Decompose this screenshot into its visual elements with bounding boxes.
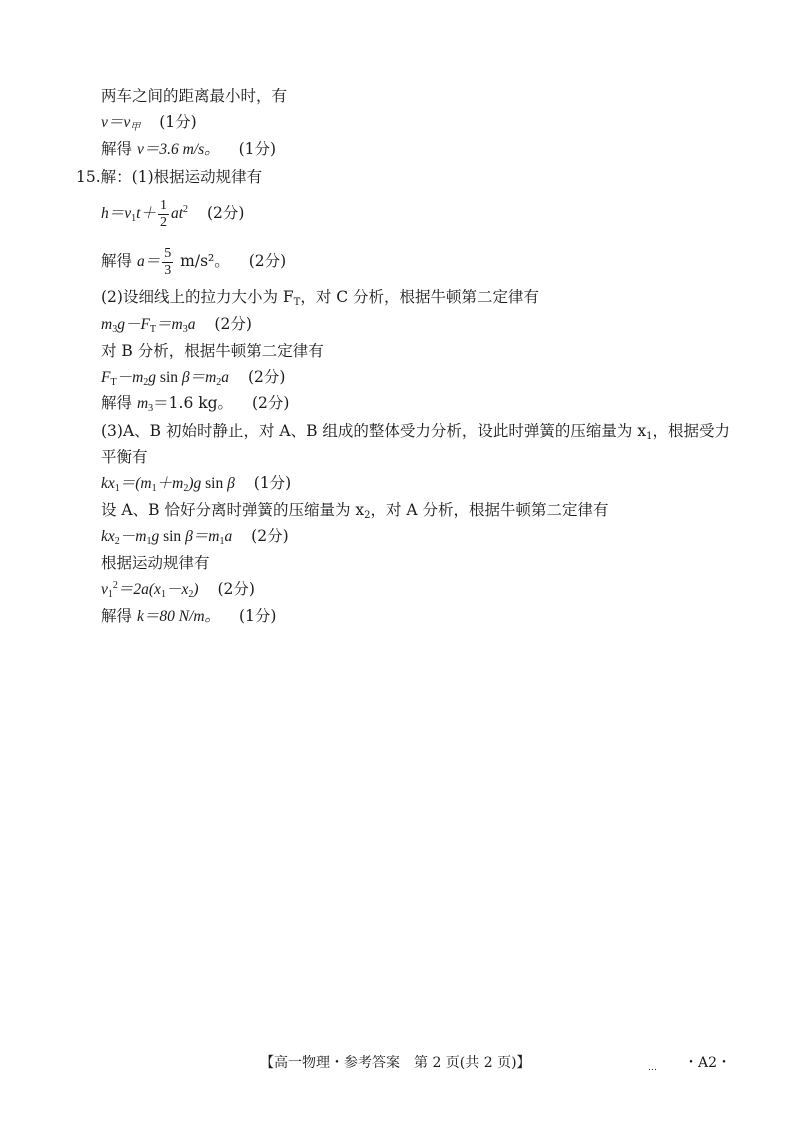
line-result-m3: 解得 $m_3=1.6$ kg。 (2分): [101, 394, 290, 414]
score-badge: (2分): [247, 368, 286, 386]
score-badge: (2分): [217, 580, 255, 598]
equation-h: $h=v_1t+$ $\frac{1}{2}$ $at^2$: [101, 197, 189, 230]
equation-v1: $v_1^2=2a(x_1-x_2)$: [101, 580, 199, 600]
question-number: 15.: [76, 168, 101, 186]
line-distance-min: 两车之间的距离最小时，有: [101, 87, 288, 105]
equation-kx1: $kx_1=(m_1+m_2)g$ sin β: [101, 475, 235, 494]
equation-v-vjia: $v=v_甲$: [101, 114, 141, 133]
score-badge: (2分): [248, 252, 287, 270]
footer-page-code: ・A2・: [684, 1055, 732, 1071]
line-part3-setup: (3)A、B 初始时静止，对 A、B 组成的整体受力分析，设此时弹簧的压缩量为 $x_1$，根据受力: [101, 422, 730, 442]
equation-a: a＝ $\frac{5}{3}$: [136, 245, 172, 278]
line-b-equation: [101, 366, 285, 389]
score-badge: (2分): [252, 394, 290, 412]
equation-kx2: $kx_2-m_1g$ $\sin \beta=m_1a$: [101, 528, 233, 547]
score-badge: (2分): [206, 204, 245, 222]
line-v-equals-vjia: [101, 111, 197, 134]
footer-mark: …: [648, 1063, 657, 1073]
score-badge: (1分): [238, 140, 277, 158]
equation-c: $m_3g-F_T=m_3a$: [101, 316, 196, 335]
line-b-analysis: 对 B 分析，根据牛顿第二定律有: [101, 342, 324, 360]
line-kinematics: 根据运动规律有: [101, 554, 210, 572]
line-separation-setup: 设 A、B 恰好分离时弹簧的压缩量为 $x_2$，对 A 分析，根据牛顿第二定律有: [101, 501, 609, 521]
line-result-a: 解得 a＝ $\frac{5}{3}$ m/s²。 (2分): [101, 245, 287, 278]
page-footer: [260, 1053, 531, 1073]
line-kx2-equation: [101, 525, 289, 548]
line-h-formula: [101, 193, 244, 234]
score-badge: (1分): [238, 607, 277, 625]
score-badge: (2分): [214, 315, 252, 333]
footer-title: 【高一物理・参考答案 第 2 页(共 2 页)】: [260, 1055, 531, 1071]
score-badge: (1分): [253, 474, 292, 492]
score-badge: (1分): [159, 113, 197, 131]
line-result-k: 解得 k＝80 N/m。 (1分): [101, 607, 277, 625]
line-result-v: 解得 v＝3.6 m/s。 (1分): [101, 140, 277, 158]
line-c-equation: [101, 313, 252, 336]
line-kx1-equation: [101, 472, 291, 495]
score-badge: (2分): [251, 527, 289, 545]
line-v1-equation: [101, 578, 255, 601]
equation-b: $F_T-m_2g$ $\sin \beta=m_2a$: [101, 369, 230, 388]
line-balance: 平衡有: [101, 448, 148, 466]
question-15-header: 15.解：(1)根据运动规律有: [76, 168, 263, 186]
line-tension-setup: (2)设细线上的拉力大小为 $F_T$，对 C 分析，根据牛顿第二定律有: [101, 288, 540, 308]
